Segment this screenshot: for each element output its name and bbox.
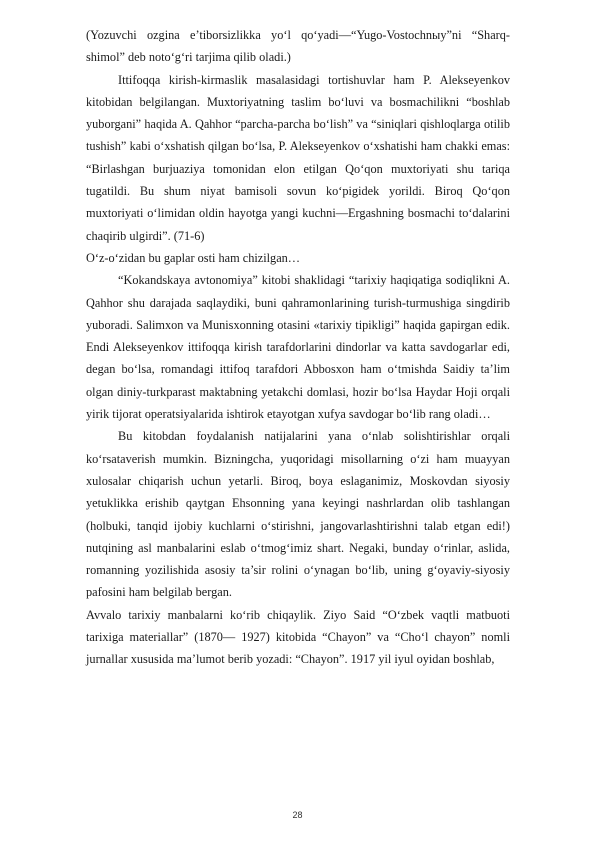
paragraph-translation-note: (Yozuvchi ozgina e’tiborsizlikka yo‘l qo‘yadi—“Yugo-Vostochnыy”ni “Sharq-shimol” deb noto‘g‘ri tarjima qilib oladi.) <box>86 28 510 65</box>
page-number: 28 <box>292 810 303 820</box>
document-body <box>86 24 510 671</box>
paragraph-kokand-autonomy: “Kokandskaya avtonomiya” kitobi shaklidagi “tarixiy haqiqatiga sodiqlikni A. Qahhor shu darajada saqlaydiki, buni qahramonlarining turish-turmushiga singdirib yuboradi. Salimxon va Munisxonning otasini «tarixiy tipikligi” haqida gapirgan edik. Endi Alekseyenkov ittifoqqa kirish tarafdorlarini dindorlar va katta savdogarlar edi, degan bo‘lsa, romandagi ittifoq tarafdori Abbosxon ham o‘tmishda Saidiy ta’lim olgan diniy-turkparast maktabning yetakchi domlasi, hozir bo‘lsa Haydar Hoji orqali yirik tijorat operatsiyalarida ishtirok etayotgan xufya savdogar bo‘lib rang oladi… <box>86 273 510 422</box>
paragraph-historical-sources: Avvalo tarixiy manbalarni ko‘rib chiqaylik. Ziyo Said “O‘zbek vaqtli matbuoti tarixiga materiallar” (1870— 1927) kitobida “Chayon” va “Cho‘l chayon” nomli jurnallar xususida ma’lumot berib yozadi: “Chayon”. 1917 yil iyul oyidan boshlab, <box>86 607 510 667</box>
paragraph-comparisons: Bu kitobdan foydalanish natijalarini yana o‘nlab solishtirishlar orqali ko‘rsataverish mumkin. Bizningcha, yuqoridagi misollarning o‘zi ham muayyan xulosalar chiqarish uchun yetarli. Biroq, boya eslaganimiz, Moskovdan siyosiy yetuklikka erishib qaytgan Ehsonning yana keyingi nashrlardan olib tashlangan (holbuki, tanqid ijobiy kuchlarni o‘stirishni, jangovarlashtirishni talab etgan edi!) nutqining asl manbalarini eslab o‘tmog‘imiz shart. Negaki, bunday o‘rinlar, aslida, romanning yozilishida asosiy ta’sir rolini o‘ynagan bo‘lib, uning g‘oyaviy-siyosiy pafosini ham belgilab bergan. <box>86 429 510 600</box>
paragraph-underlined-note: O‘z-o‘zidan bu gaplar osti ham chizilgan… <box>86 250 301 265</box>
paragraph-alliance-debate: Ittifoqqa kirish-kirmaslik masalasidagi tortishuvlar ham P. Alekseyenkov kitobidan belgilangan. Muxtoriyatning taslim bo‘luvi va bosmachilikni “boshlab yuborgani” haqida A. Qahhor “parcha-parcha bo‘lish” va “siniqlari qishloqlarga otilib tushish” kabi o‘xshatish qilgan bo‘lsa, P. Alekseyenkov o‘xshatishi ham chakki emas: “Birlashgan burjuaziya tomonidan elon etilgan Qo‘qon muxtoriyati shu tariqa tugatildi. Bu shum niyat bamisoli sovun ko‘pigidek yorildi. Biroq Qo‘qon muxtoriyati o‘limidan oldin hayotga yangi kuchni—Ergashning bosmachi to‘dalarini chaqirib ulgirdi”. (71-6) <box>86 72 510 243</box>
